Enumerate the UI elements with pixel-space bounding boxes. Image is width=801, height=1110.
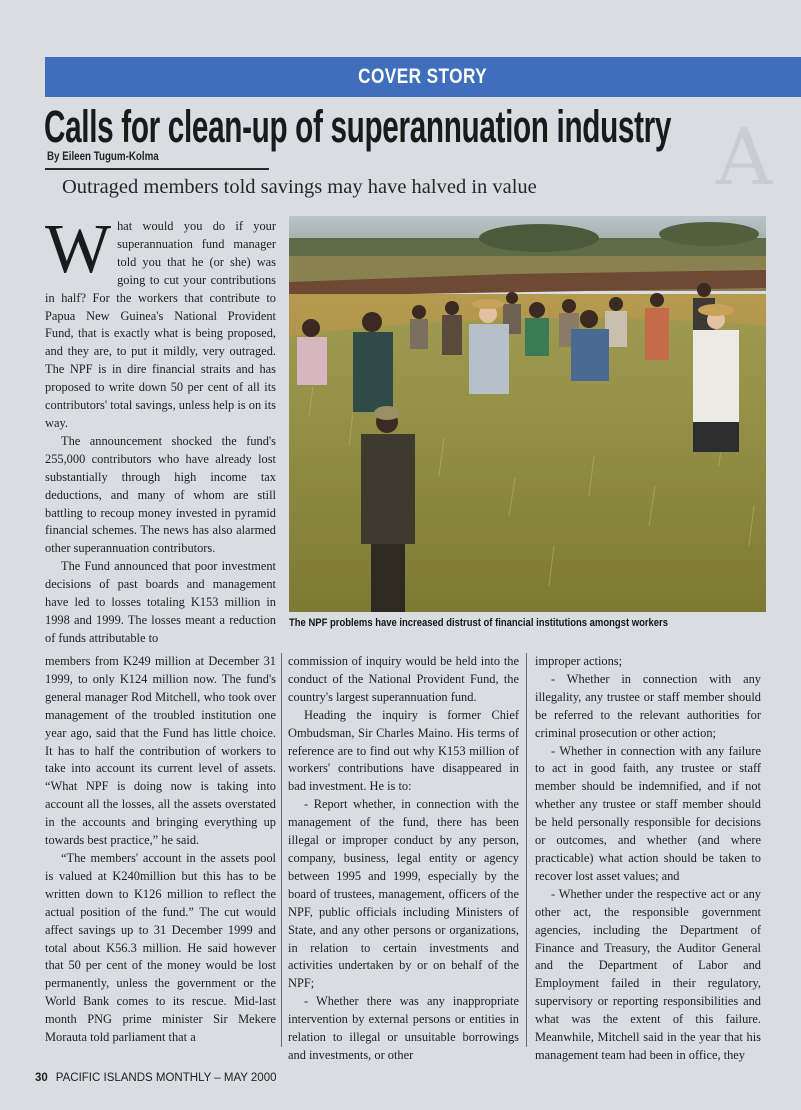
page-number: 30 [35,1072,48,1084]
paragraph: - Report whether, in connection with the management of the fund, there has been illegal or improper conduct by any person, company, business, legal entity or agency between 1995 and 1999, especially by the board of trustees, management, officers of the NPF, public officials including Ministers of State, and any other persons or organizations, in relation to certain investments and activities undertaken by or on behalf of the NPF; [288,797,519,991]
section-label: COVER STORY [358,65,488,88]
article-byline: By Eileen Tugum-Kolma [47,151,159,163]
paragraph: members from K249 million at December 31 1999, to only K124 million now. The fund's general manager Rod Mitchell, who took over management of the troubled institution one year ago, said that the Fund has little choice. It has to half the contribution of workers to take into account its current level of assets. “What NPF is doing now is taking into account all the losses, all the assets overstated in the accounts and bringing everything up towards best practice,” he said. [45,654,276,848]
column-3 [535,653,761,1065]
column-2 [288,653,519,1065]
paragraph-text: hat would you do if your superannuation fund manager told you that he (or she) was going to cut your contributions in half? For the workers that contribute to Papua New Guinea's National Provident Fund, that is exactly what is being proposed, and they are, to put it mildly, very outraged. The NPF is in dire financial straits and has proposed to write down 50 per cent of all its contributors' total savings, unless help is on its way. [45,219,276,430]
paragraph: improper actions; [535,654,623,668]
publication-info: PACIFIC ISLANDS MONTHLY – MAY 2000 [55,1072,277,1084]
column-1-top [45,211,276,648]
workers-in-wheat-field-image [289,216,766,612]
paragraph: commission of inquiry would be held into the conduct of the National Provident Fund, the country's largest superannuation fund. [288,654,519,704]
paragraph: The Fund announced that poor investment decisions of past boards and management have led to losses totaling K153 million in 1998 and 1999. The losses meant a reduction of funds attributable to [45,559,276,645]
paragraph: - Whether under the respective act or any other act, the responsible government agencies, including the Department of Finance and Treasury, the Auditor General and the Department of Labor and Employment failed in their regulatory, supervisory or reporting responsibilities and what was the extent of this failure. Meanwhile, Mitchell said in the year that his management team had been in office, they [535,886,761,1062]
photo-caption: The NPF problems have increased distrust of financial institutions amongst workers [289,617,669,629]
section-banner [45,57,801,97]
byline-rule [45,168,269,170]
article-photo [289,216,766,612]
article-deck: Outraged members told savings may have halved in value [62,176,537,198]
paragraph: - Whether in connection with any illegality, any trustee or staff member should be referred to the relevant authorities for criminal prosecution or other action; [535,671,761,740]
opening-paragraph [45,211,276,433]
column-1-bottom [45,653,276,1047]
paragraph: The announcement shocked the fund's 255,000 contributors who have already lost substantially through high income tax deductions, and many of whom are still battling to recoup money invested in pyramid financial schemes. The news has also alarmed other superannuation contributors. [45,433,276,556]
drop-cap: W [45,211,112,288]
page-footer [35,1072,277,1084]
article-headline: Calls for clean-up of superannuation industry [44,101,672,152]
column-divider [281,653,282,1047]
paragraph: Heading the inquiry is former Chief Ombudsman, Sir Charles Maino. His terms of reference are to find out why K153 million of workers' contributions have disappeared in bad investment. He is to: [288,707,519,794]
column-divider [526,653,527,1047]
paragraph: “The members' account in the assets pool is valued at K240million but this has to be written down to K126 million to reflect the actual position of the fund.” The cut would affect savings up to 31 December 1999 and total about K56.3 million. He said however that 50 per cent of the money would be lost permanently, unless the government or the World Bank comes to its rescue. Mid-last month PNG prime minister Sir Mekere Morauta told parliament that a [45,850,276,1045]
paragraph: - Whether there was any inappropriate intervention by external persons or entities in relation to illegal or unsuitable borrowings and investments, or other [288,994,519,1062]
paragraph: - Whether in connection with any failure to act in good faith, any trustee or staff member should be indemnified, and if not whether any trustee or staff member should be held personally responsible for decisions or outcomes, and whether (and where practicable) what action should be taken to recover lost asset values; and [535,743,761,883]
bleed-through-letter: A [716,113,773,203]
